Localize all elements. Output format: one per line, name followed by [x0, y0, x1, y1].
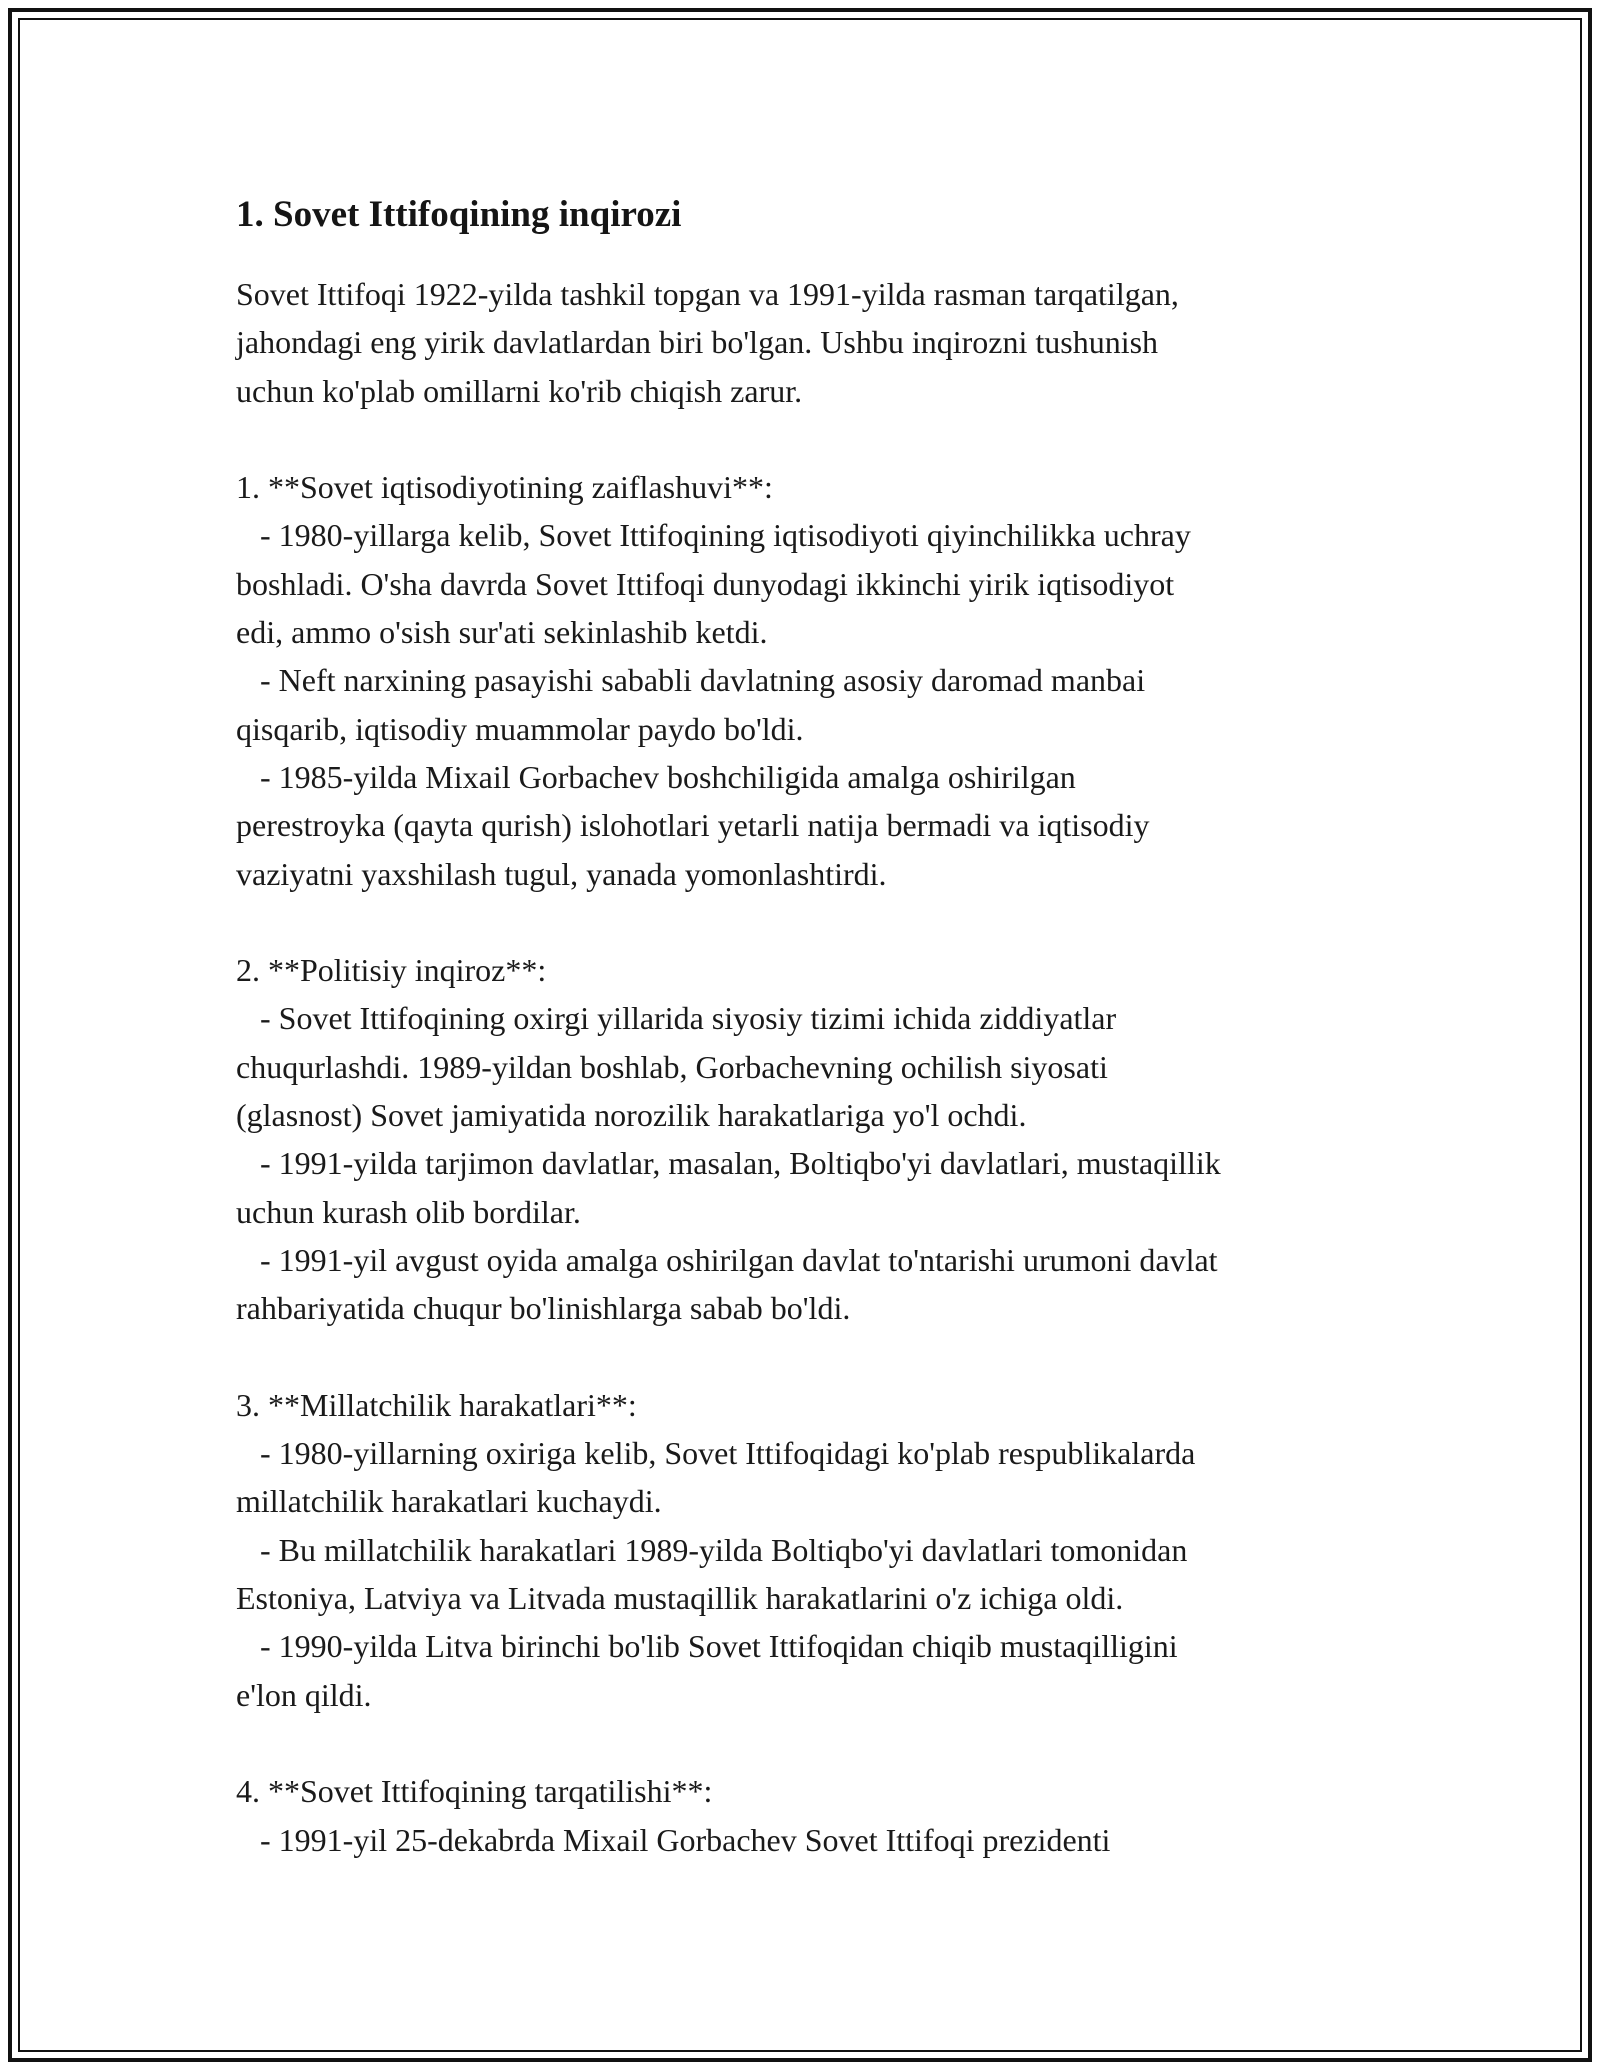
text-line: Sovet Ittifoqi 1922-yilda tashkil topgan va 1991-yilda rasman tarqatilgan,	[236, 276, 1179, 312]
text-line: uchun ko'plab omillarni ko'rib chiqish zarur.	[236, 372, 803, 409]
paragraph-gap	[236, 1719, 1376, 1767]
section-heading: 4. **Sovet Ittifoqining tarqatilishi**:	[236, 1773, 713, 1810]
text-line: - 1985-yilda Mixail Gorbachev boshchiligida amalga oshirilgan	[236, 758, 1076, 795]
section-dissolution	[236, 1767, 1376, 1864]
section-heading: 1. **Sovet iqtisodiyotining zaiflashuvi**:	[236, 469, 773, 506]
text-line: - 1991-yil avgust oyida amalga oshirilgan davlat to'ntarishi urumoni davlat	[236, 1241, 1218, 1278]
section-heading: 2. **Politisiy inqiroz**:	[236, 952, 547, 989]
text-line: (glasnost) Sovet jamiyatida norozilik harakatlariga yo'l ochdi.	[236, 1097, 1027, 1134]
text-line: - 1990-yilda Litva birinchi bo'lib Sovet Ittifoqidan chiqib mustaqilligini	[236, 1628, 1178, 1665]
text-line: - Bu millatchilik harakatlari 1989-yilda Boltiqbo'yi davlatlari tomonidan	[236, 1531, 1188, 1568]
paragraph-gap	[236, 898, 1376, 946]
text-line: - 1980-yillarga kelib, Sovet Ittifoqining iqtisodiyoti qiyinchilikka uchray	[236, 517, 1191, 554]
text-line: chuqurlashdi. 1989-yildan boshlab, Gorbachevning ochilish siyosati	[236, 1048, 1108, 1085]
text-line: perestroyka (qayta qurish) islohotlari yetarli natija bermadi va iqtisodiy	[236, 807, 1150, 844]
intro-paragraph	[236, 270, 1376, 415]
section-nationalism	[236, 1381, 1376, 1719]
document-body	[236, 186, 1376, 1864]
paragraph-gap	[236, 1333, 1376, 1381]
text-line: - Sovet Ittifoqining oxirgi yillarida siyosiy tizimi ichida ziddiyatlar	[236, 1000, 1117, 1037]
text-line: jahondagi eng yirik davlatlardan biri bo'lgan. Ushbu inqirozni tushunish	[236, 324, 1159, 361]
section-heading: 3. **Millatchilik harakatlari**:	[236, 1386, 637, 1423]
text-line: vaziyatni yaxshilash tugul, yanada yomonlashtirdi.	[236, 855, 887, 892]
text-line: e'lon qildi.	[236, 1676, 372, 1713]
text-line: - 1991-yil 25-dekabrda Mixail Gorbachev Sovet Ittifoqi prezidenti	[236, 1821, 1111, 1858]
text-line: edi, ammo o'sish sur'ati sekinlashib ketdi.	[236, 614, 768, 651]
text-line: millatchilik harakatlari kuchaydi.	[236, 1483, 662, 1520]
section-economy	[236, 463, 1376, 898]
text-line: uchun kurash olib bordilar.	[236, 1193, 581, 1230]
text-line: - 1980-yillarning oxiriga kelib, Sovet Ittifoqidagi ko'plab respublikalarda	[236, 1435, 1196, 1472]
text-line: - 1991-yilda tarjimon davlatlar, masalan, Boltiqbo'yi davlatlari, mustaqillik	[236, 1145, 1221, 1182]
text-line: - Neft narxining pasayishi sababli davlatning asosiy daromad manbai	[236, 662, 1146, 699]
text-line: boshladi. O'sha davrda Sovet Ittifoqi dunyodagi ikkinchi yirik iqtisodiyot	[236, 565, 1175, 602]
section-political	[236, 946, 1376, 1332]
paragraph-gap	[236, 415, 1376, 463]
document-title: 1. Sovet Ittifoqining inqirozi	[236, 194, 682, 235]
text-line: rahbariyatida chuqur bo'linishlarga sabab bo'ldi.	[236, 1290, 851, 1327]
text-line: qisqarib, iqtisodiy muammolar paydo bo'ldi.	[236, 710, 804, 747]
text-line: Estoniya, Latviya va Litvada mustaqillik harakatlarini o'z ichiga oldi.	[236, 1580, 1124, 1617]
